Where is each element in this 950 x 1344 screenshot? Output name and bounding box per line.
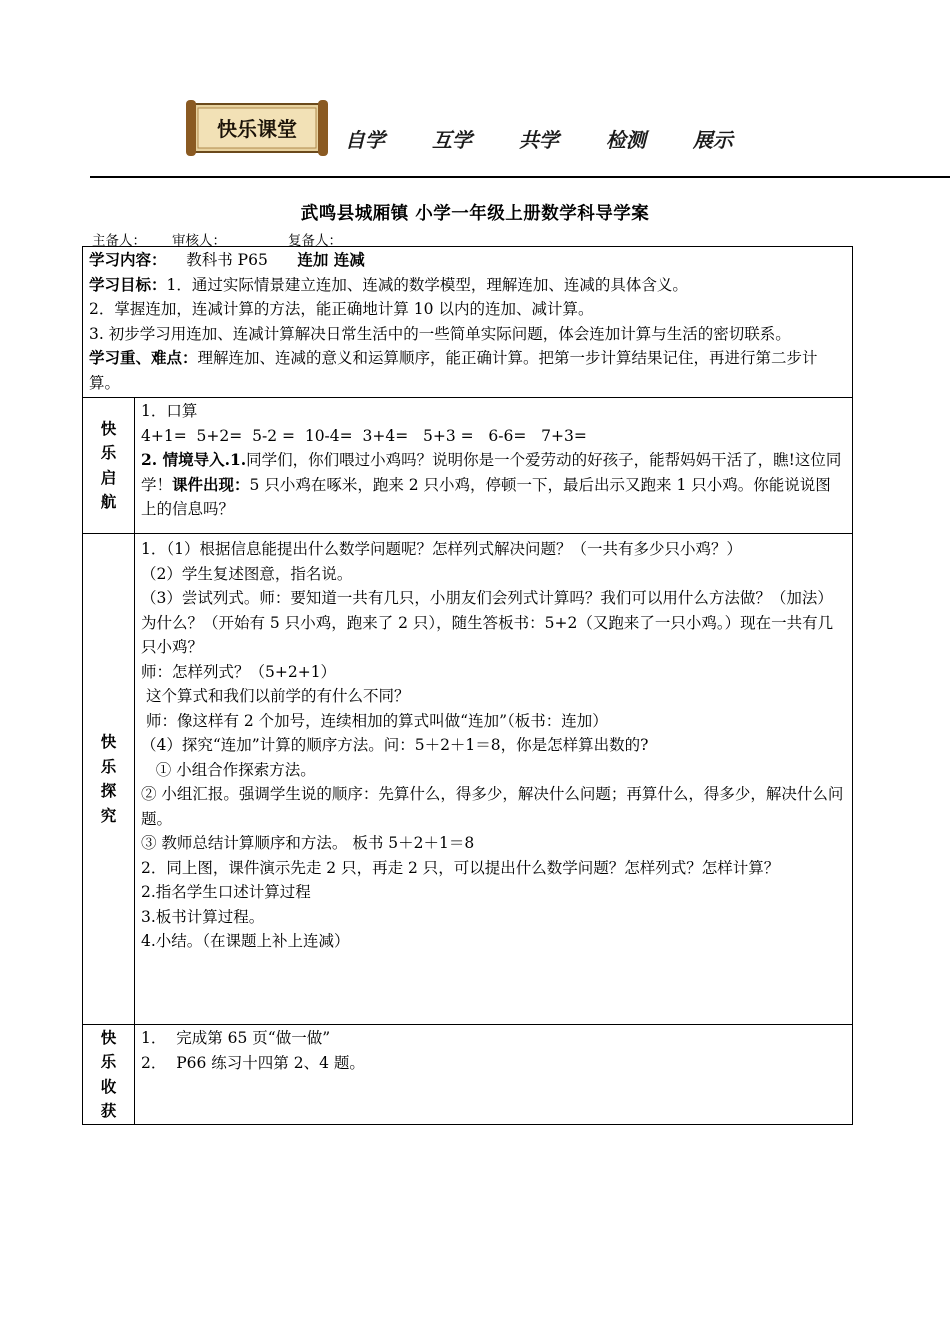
text-line: （3）尝试列式。师：要知道一共有几只，小朋友们会列式计算吗？我们可以用什么方法做？（加法）为什么？（开始有 5 只小鸡，跑来了 2 只），随生答板书：5+2（又跑来了一只小鸡。）现在一共有几只小鸡？	[141, 589, 834, 656]
text-line: 师：怎样列式？（5+2+1）	[141, 662, 337, 681]
content-topic: 连加 连减	[297, 250, 365, 269]
lesson-table	[82, 246, 853, 1125]
text-line: 同学们，你们喂过小鸡吗？说明你是一个爱劳动的好孩子，能帮妈妈干活了，瞧!这位同学！	[141, 451, 842, 494]
text-line: ② 小组汇报。强调学生说的顺序：先算什么，得多少，解决什么问题；再算什么，得多少，解决什么问题。	[141, 785, 844, 828]
nav-item: 共学	[518, 128, 559, 152]
text-line: 2． P66 练习十四第 2、4 题。	[141, 1053, 365, 1072]
text-line: 2.指名学生口述计算过程	[141, 883, 311, 901]
text-line: ③ 教师总结计算顺序和方法。 板书 5＋2＋1＝8	[141, 834, 475, 852]
co-preparer-label: 复备人：	[288, 233, 342, 249]
section-label: 快 乐 探 究	[83, 534, 135, 1025]
text-line: ① 小组合作探索方法。	[141, 760, 316, 779]
nav-item: 自学	[345, 128, 385, 152]
text-line: 1． 完成第 65 页“做一做”	[141, 1029, 331, 1047]
key-label: 学习重、难点：	[89, 348, 198, 367]
section-label: 快 乐 启 航	[83, 398, 135, 534]
content-text: 教科书 P65	[186, 251, 268, 269]
section-content	[135, 398, 853, 534]
section-content	[135, 1025, 853, 1125]
section-row	[83, 1025, 853, 1125]
page-title: 武鸣县城厢镇 小学一年级上册数学科导学案	[300, 204, 650, 224]
banner-text: 快乐课堂	[217, 117, 297, 141]
goals-label: 学习目标：	[89, 274, 167, 294]
header-nav	[345, 124, 773, 153]
text-line: 2．同上图，课件演示先走 2 只，再走 2 只，可以提出什么数学问题？怎样列式？怎样计算？	[141, 858, 780, 877]
goal-3: 3. 初步学习用连加、连减计算解决日常生活中的一些简单实际问题，体会连加计算与生活的密切联系。	[89, 324, 791, 343]
key-text: 理解连加、连减的意义和运算顺序，能正确计算。把第一步计算结果记住，再进行第二步计算。	[89, 349, 818, 392]
goal-2: 2．掌握连加，连减计算的方法，能正确地计算 10 以内的连加、减计算。	[89, 300, 594, 318]
text-line: 4.小结。（在课题上补上连减）	[141, 932, 350, 950]
header-divider	[90, 176, 950, 178]
text-line: 3.板书计算过程。	[141, 907, 265, 926]
text-bold: 课件出现：	[172, 474, 250, 494]
section-content	[135, 534, 853, 1025]
section-row	[83, 398, 853, 534]
section-label: 快 乐 收 获	[83, 1025, 135, 1125]
intro-cell	[83, 247, 853, 398]
text-line: 这个算式和我们以前学的有什么不同？	[141, 687, 410, 705]
text-line: 师：像这样有 2 个加号，连续相加的算式叫做“连加”（板书：连加）	[141, 711, 608, 730]
section-row	[83, 534, 853, 1025]
intro-row	[83, 247, 853, 398]
banner-scroll-logo	[186, 100, 328, 156]
preparer-label: 主备人：	[92, 233, 146, 249]
text-line: 1．（1）根据信息能提出什么数学问题呢？怎样列式解决问题？（一共有多少只小鸡？）	[141, 540, 742, 558]
text-line: （2）学生复述图意，指名说。	[141, 564, 353, 583]
goal-1: 1．通过实际情景建立连加、连减的数学模型，理解连加、连减的具体含义。	[166, 275, 688, 294]
content-label: 学习内容：	[89, 250, 167, 269]
text-line: 4+1= 5+2= 5-2 = 10-4= 3+4= 5+3 = 6-6= 7+3=	[141, 426, 587, 445]
text-bold: 2. 情境导入.1.	[141, 450, 247, 469]
reviewer-label: 审核人：	[172, 233, 226, 249]
nav-item: 检测	[605, 128, 646, 152]
nav-item: 展示	[692, 128, 733, 152]
text-line: 5 只小鸡在啄米，跑来 2 只小鸡，停顿一下，最后出示又跑来 1 只小鸡。你能说说图上的信息吗？	[141, 475, 831, 518]
text-line: 1．口算	[141, 402, 198, 420]
nav-item: 互学	[431, 128, 472, 152]
text-line: （4）探究“连加”计算的顺序方法。问：5＋2＋1＝8，你是怎样算出数的?	[141, 736, 649, 754]
